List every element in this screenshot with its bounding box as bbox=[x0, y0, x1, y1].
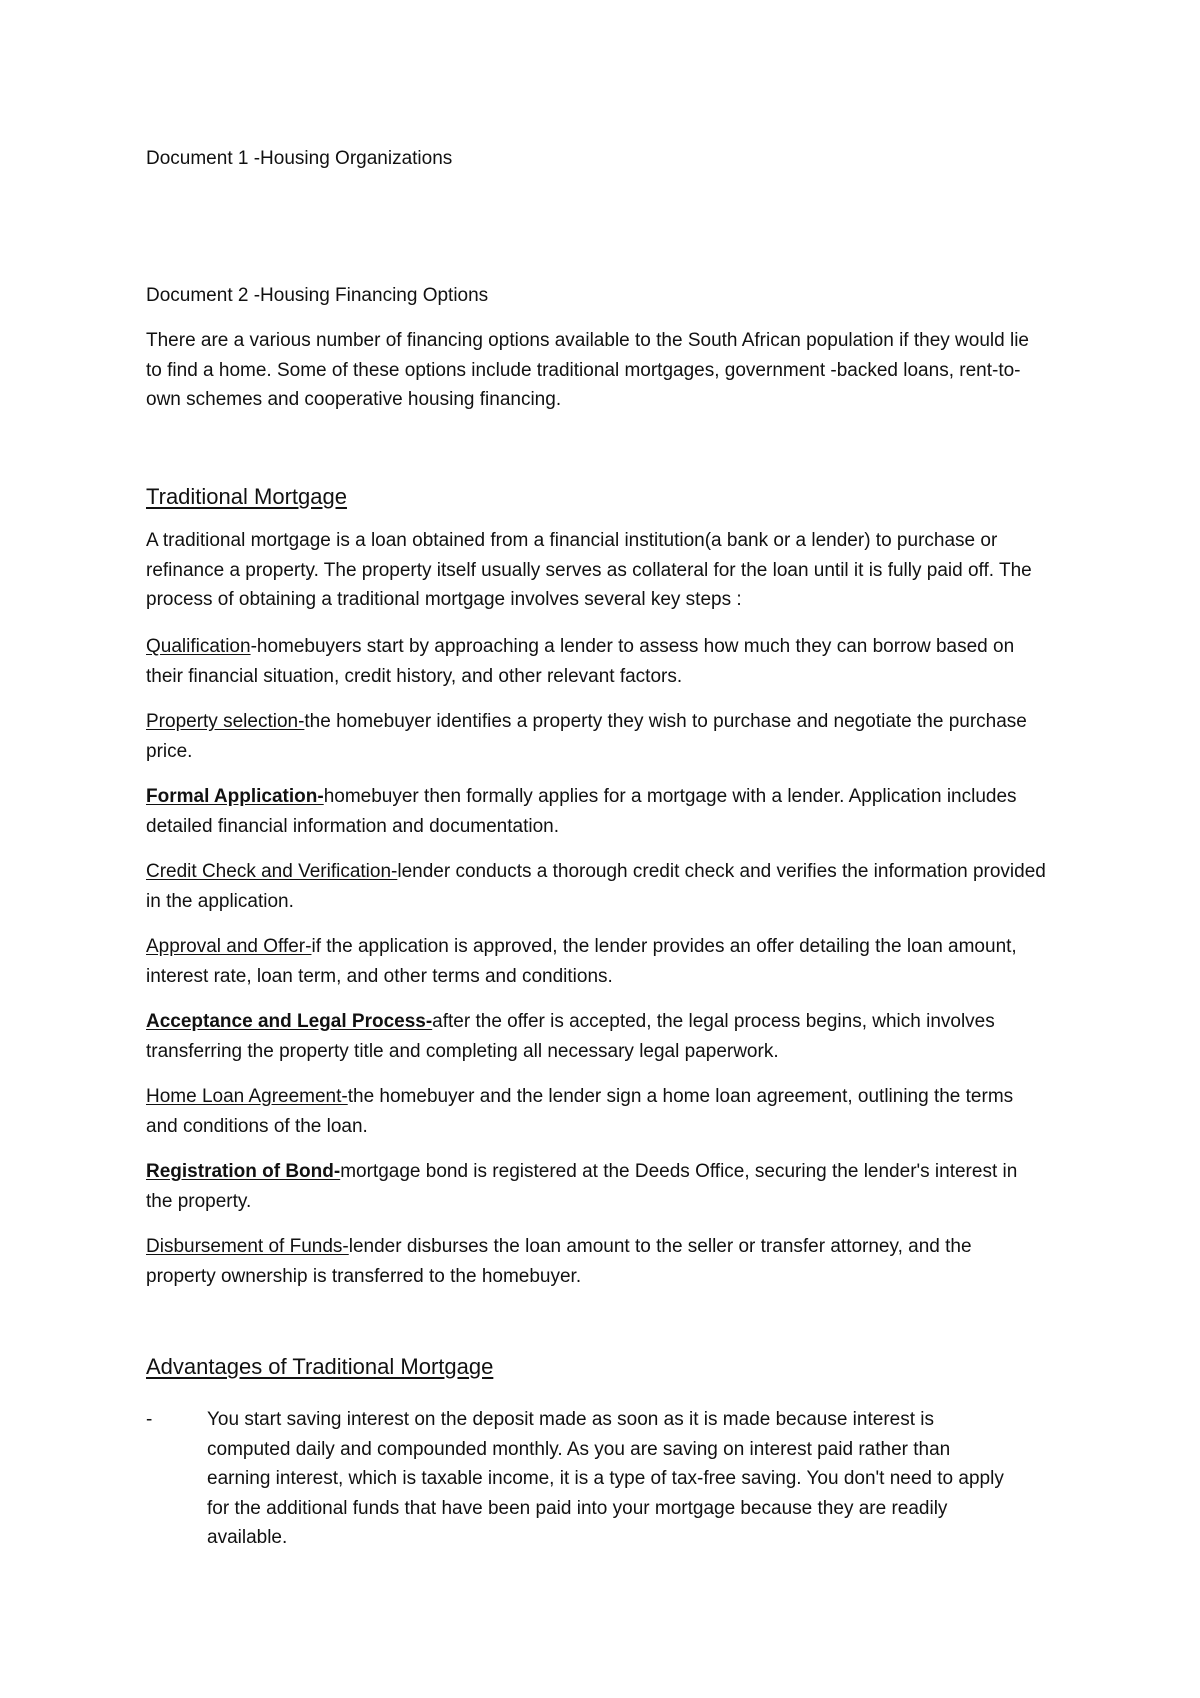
step-qualification bbox=[146, 632, 1046, 691]
bullet-marker: - bbox=[146, 1409, 153, 1430]
step-approval-and-offer bbox=[146, 932, 1046, 991]
step-term: Home Loan Agreement- bbox=[146, 1086, 348, 1107]
step-text: lender conducts a thorough credit check and verifies the information provided in the application. bbox=[146, 861, 1046, 912]
step-term: Approval and Offer- bbox=[146, 936, 312, 957]
step-separator: - bbox=[250, 636, 257, 657]
step-term: Credit Check and Verification- bbox=[146, 861, 398, 882]
document-2-heading: Document 2 -Housing Financing Options bbox=[146, 285, 489, 306]
step-term: Formal Application- bbox=[146, 786, 324, 807]
traditional-mortgage-description: A traditional mortgage is a loan obtained from a financial institution(a bank or a lender) to purchase or refinance a property. The property itself usually serves as collateral for the loan until it is fully paid off. The process of obtaining a traditional mortgage involves several key steps : bbox=[146, 530, 1032, 610]
step-text: after the offer is accepted, the legal process begins, which involves transferring the property title and completing all necessary legal paperwork. bbox=[146, 1011, 995, 1062]
step-term: Disbursement of Funds- bbox=[146, 1236, 349, 1257]
step-text: lender disburses the loan amount to the seller or transfer attorney, and the property ownership is transferred to the homebuyer. bbox=[146, 1236, 972, 1287]
step-term: Qualification bbox=[146, 636, 251, 657]
step-text: homebuyer then formally applies for a mortgage with a lender. Application includes detailed financial information and documentation. bbox=[146, 786, 1017, 837]
step-text: the homebuyer and the lender sign a home loan agreement, outlining the terms and conditions of the loan. bbox=[146, 1086, 1014, 1137]
list-item bbox=[146, 1405, 1012, 1553]
step-home-loan-agreement bbox=[146, 1082, 1046, 1141]
intro-paragraph: There are a various number of financing options available to the South African population if they would lie to find a home. Some of these options include traditional mortgages, government -backed loans, rent-to-own schemes and cooperative housing financing. bbox=[146, 330, 1029, 410]
step-term: Property selection- bbox=[146, 711, 305, 732]
step-text: if the application is approved, the lender provides an offer detailing the loan amount, interest rate, loan term, and other terms and conditions. bbox=[146, 936, 1017, 987]
advantages-list bbox=[146, 1405, 1046, 1553]
step-text: the homebuyer identifies a property they wish to purchase and negotiate the purchase price. bbox=[146, 711, 1027, 762]
step-text: mortgage bond is registered at the Deeds Office, securing the lender's interest in the property. bbox=[146, 1161, 1018, 1212]
step-formal-application bbox=[146, 782, 1046, 841]
document-1-heading: Document 1 -Housing Organizations bbox=[146, 148, 453, 169]
step-term: Acceptance and Legal Process- bbox=[146, 1011, 433, 1032]
step-disbursement-of-funds bbox=[146, 1232, 1046, 1291]
step-text: homebuyers start by approaching a lender to assess how much they can borrow based on their financial situation, credit history, and other relevant factors. bbox=[146, 636, 1015, 687]
step-registration-of-bond bbox=[146, 1157, 1046, 1216]
step-acceptance-legal-process bbox=[146, 1007, 1046, 1066]
advantages-heading: Advantages of Traditional Mortgage bbox=[146, 1354, 494, 1379]
step-term: Registration of Bond- bbox=[146, 1161, 341, 1182]
advantage-text: You start saving interest on the deposit made as soon as it is made because interest is computed daily and compounded monthly. As you are saving on interest paid rather than earning interest, which is taxable income, it is a type of tax-free saving. You don't need to apply for the additional funds that have been paid into your mortgage because they are readily available. bbox=[207, 1409, 1004, 1548]
step-credit-check bbox=[146, 857, 1046, 916]
traditional-mortgage-heading: Traditional Mortgage bbox=[146, 484, 347, 509]
step-property-selection bbox=[146, 707, 1046, 766]
